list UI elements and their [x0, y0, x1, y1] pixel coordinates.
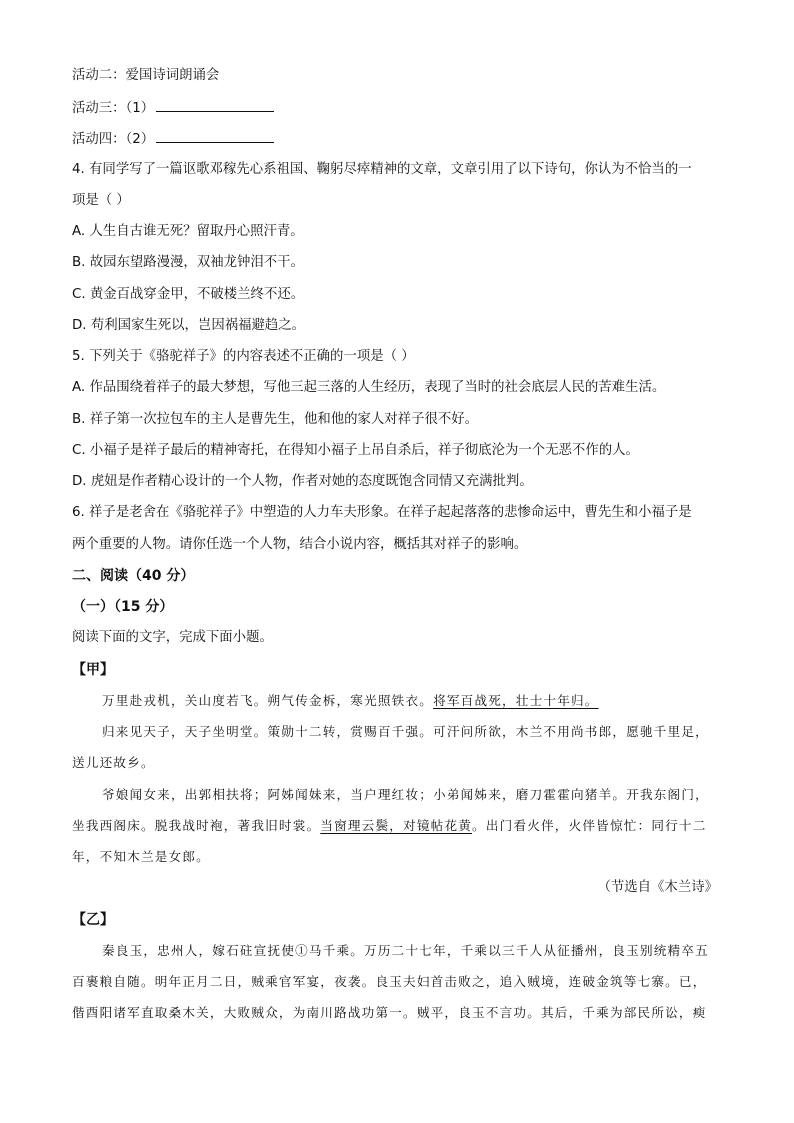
activity-three-label: 活动三：（1）: [72, 101, 155, 116]
yi-line2: 百裹粮自随。明年正月二日，贼乘官军宴，夜袭。良玉夫妇首击败之，追入贼境，连破金筑等七寨。已，: [72, 974, 707, 989]
jia-p1-underlined: 将军百战死，壮士十年归。: [433, 693, 599, 708]
activity-four-blank[interactable]: [156, 128, 274, 143]
jia-p3-underlined: 当窗理云鬓，对镜帖花黄: [320, 818, 473, 833]
q4-option-d: D. 苟利国家生死以，岂因祸福避趋之。: [72, 318, 306, 333]
section-two-sub1: （一）（15 分）: [72, 599, 174, 615]
jia-source: （节选自《木兰诗》: [597, 880, 718, 895]
q4-stem-line1: 4. 有同学写了一篇讴歌邓稼先心系祖国、鞠躬尽瘁精神的文章，文章引用了以下诗句，你认为不恰当的一: [72, 162, 692, 177]
section-two-title: 二、阅读（40 分）: [72, 568, 195, 584]
yi-line3: 偕酉阳诸军直取桑木关，大败贼众，为南川路战功第一。贼平，良玉不言功。其后，千乘为部民所讼，瘐: [72, 1005, 707, 1020]
q5-option-d: D. 虎妞是作者精心设计的一个人物，作者对她的态度既饱含同情又充满批判。: [72, 474, 533, 489]
q6-line1: 6. 祥子是老舍在《骆驼祥子》中塑造的人力车夫形象。在祥子起起落落的悲惨命运中，曹先生和小福子是: [72, 505, 692, 520]
jia-p3-line2: [72, 816, 707, 836]
jia-p2-line1: 归来见天子，天子坐明堂。策勋十二转，赏赐百千强。可汗问所欲，木兰不用尚书郎，愿驰千里足，: [102, 724, 709, 739]
jia-p3-line1: 爷娘闻女来，出郭相扶将；阿姊闻妹来，当户理红妆；小弟闻姊来，磨刀霍霍向猪羊。开我东阁门，: [102, 787, 709, 802]
activity-three-blank[interactable]: [156, 97, 274, 112]
activity-four-label: 活动四：（2）: [72, 132, 155, 147]
q5-stem: 5. 下列关于《骆驼祥子》的内容表述不正确的一项是（ ）: [72, 349, 415, 364]
q4-stem-line2: 项是（ ）: [72, 193, 130, 208]
activity-two: 活动二：爱国诗词朗诵会: [72, 68, 220, 83]
passage-yi-label: 【乙】: [72, 912, 114, 928]
activity-three: [72, 97, 274, 119]
q4-option-a: A. 人生自古谁无死？留取丹心照汗青。: [72, 224, 304, 239]
yi-line1: 秦良玉，忠州人，嫁石砫宣抚使①马千乘。万历二十七年，千乘以三千人从征播州，良玉别统精卒五: [102, 943, 709, 958]
jia-p3-text-a: 坐我西阁床。脱我战时袍，著我旧时裳。: [72, 818, 321, 833]
q6-line2: 两个重要的人物。请你任选一个人物，结合小说内容，概括其对祥子的影响。: [72, 537, 528, 552]
reading-instruction: 阅读下面的文字，完成下面小题。: [72, 630, 273, 645]
jia-p1: [102, 691, 599, 711]
jia-p3-text-b: 。出门看火伴，火伴皆惊忙：同行十二: [472, 818, 707, 833]
q5-option-c: C. 小福子是祥子最后的精神寄托，在得知小福子上吊自杀后，祥子彻底沦为一个无恶不作的人。: [72, 443, 639, 458]
passage-jia-label: 【甲】: [72, 662, 114, 678]
activity-four: [72, 128, 274, 150]
q5-option-a: A. 作品围绕着祥子的最大梦想，写他三起三落的人生经历，表现了当时的社会底层人民的苦难生活。: [72, 380, 666, 395]
q4-option-c: C. 黄金百战穿金甲，不破楼兰终不还。: [72, 287, 305, 302]
jia-p3-line3: 年，不知木兰是女郎。: [72, 849, 210, 864]
jia-p2-line2: 送儿还故乡。: [72, 755, 155, 770]
q4-option-b: B. 故园东望路漫漫，双袖龙钟泪不干。: [72, 255, 304, 270]
jia-p1-text: 万里赴戎机，关山度若飞。朔气传金柝，寒光照铁衣。: [102, 693, 434, 708]
q5-option-b: B. 祥子第一次拉包车的主人是曹先生，他和他的家人对祥子很不好。: [72, 412, 479, 427]
